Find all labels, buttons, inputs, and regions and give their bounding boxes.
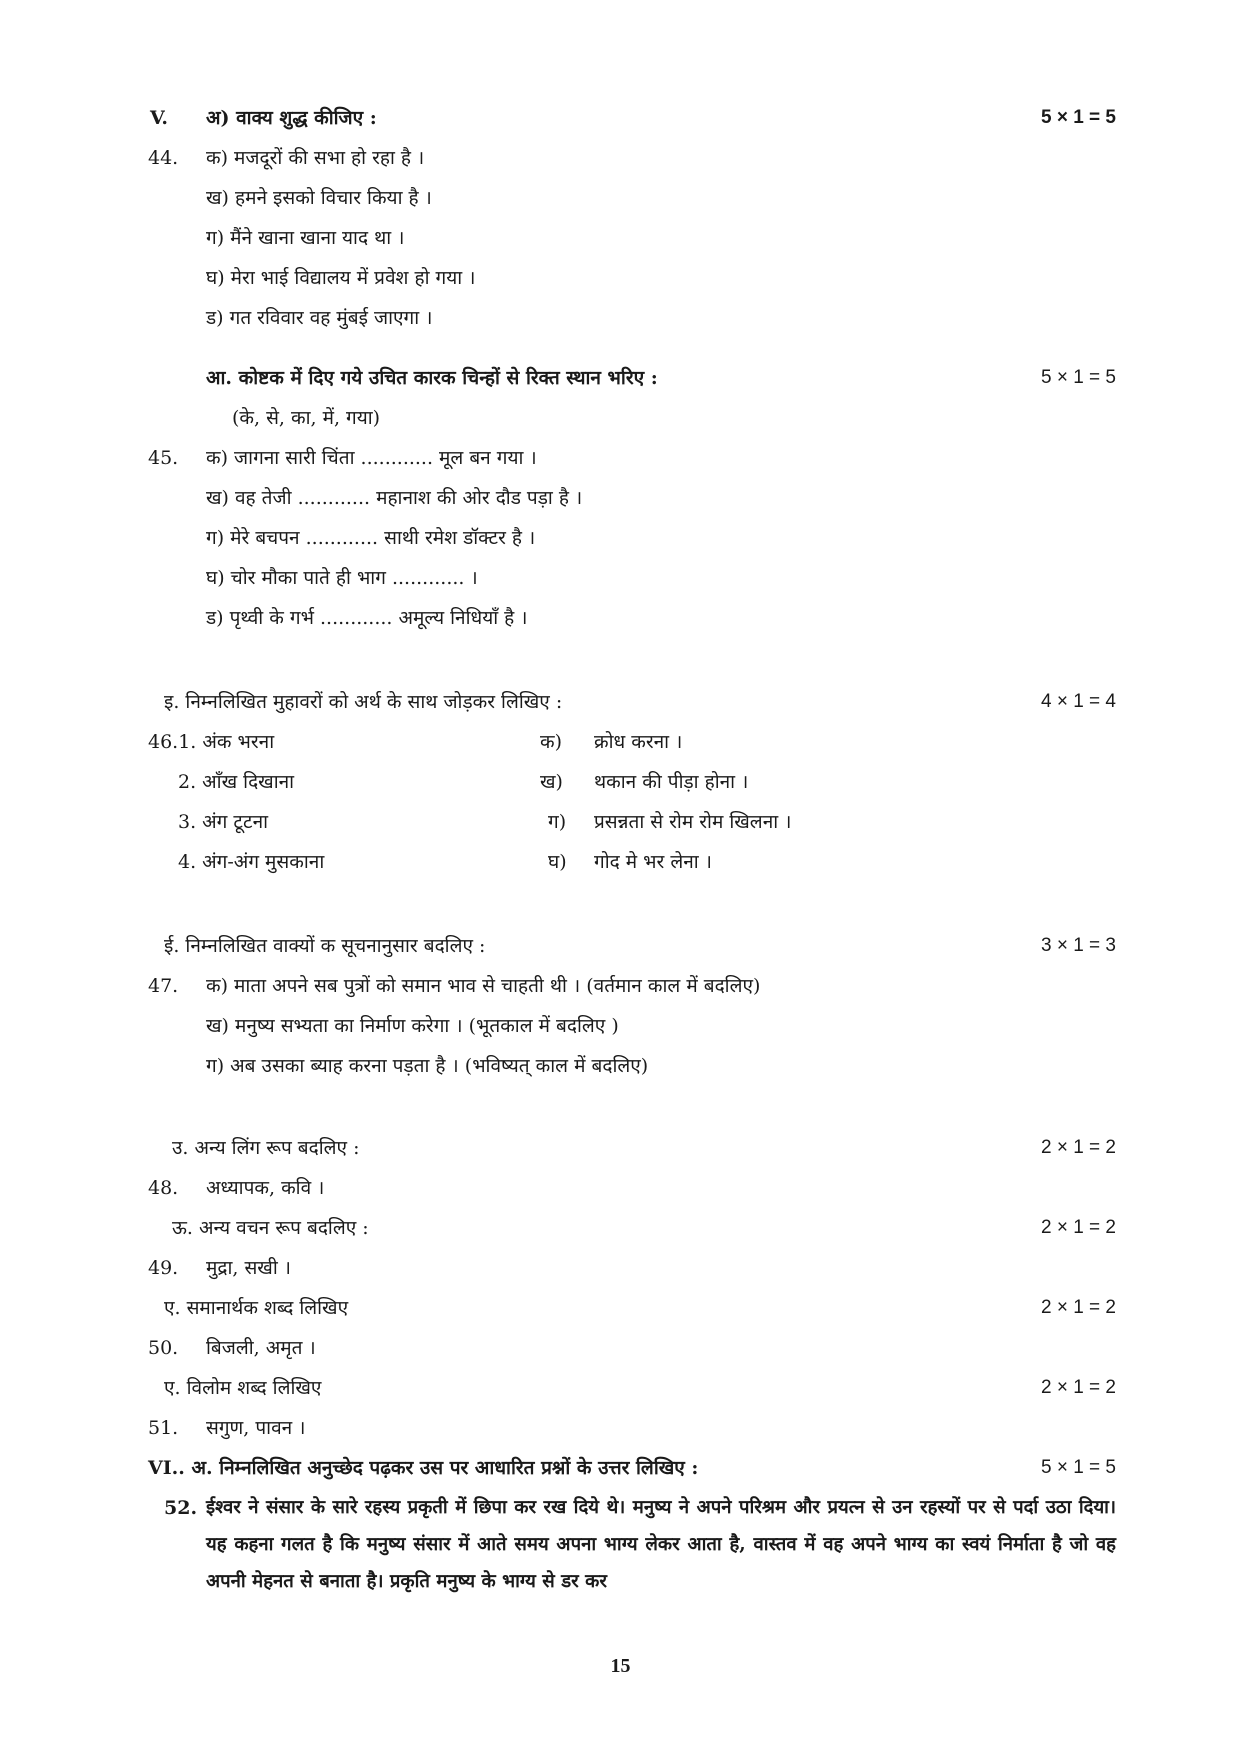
section-ii-heading: ई. निम्नलिखित वाक्यों क सूचनानुसार बदलिए : (164, 935, 486, 957)
q46-right-letter: घ) (548, 851, 567, 873)
q48-text: अध्यापक, कवि । (206, 1177, 325, 1199)
q45-item: ख) वह तेजी ............ महानाश की ओर दौड पड़ा है । (206, 487, 583, 509)
section-i-heading: इ. निम्नलिखित मुहावरों को अर्थ के साथ जोड़कर लिखिए : (164, 691, 563, 713)
section-e2-heading: ए. विलोम शब्द लिखिए (164, 1377, 322, 1399)
q48-number: 48. (148, 1177, 179, 1199)
section-ii-marks: 3 × 1 = 3 (1040, 935, 1116, 956)
section-a-heading: अ) वाक्य शुद्ध कीजिए : (206, 107, 377, 129)
section-e2-marks: 2 × 1 = 2 (1040, 1377, 1116, 1398)
q46-left-item: 3. अंग टूटना (178, 811, 269, 833)
section-aa-options: (के, से, का, में, गया) (232, 407, 381, 429)
section-i-marks: 4 × 1 = 4 (1040, 691, 1116, 712)
section-roman: V. (150, 107, 169, 129)
q49-number: 49. (148, 1257, 179, 1279)
q45-item: ग) मेरे बचपन ............ साथी रमेश डॉक्टर है । (206, 527, 536, 549)
q47-number: 47. (148, 975, 179, 997)
q45-item: क) जागना सारी चिंता ............ मूल बन गया । (206, 447, 537, 469)
q52-number: 52. (164, 1497, 198, 1519)
section-uu-heading: ऊ. अन्य वचन रूप बदलिए : (172, 1217, 369, 1239)
q47-item: ख) मनुष्य सभ्यता का निर्माण करेगा । (भूतकाल में बदलिए ) (206, 1015, 619, 1037)
q46-left-item: 46.1. अंक भरना (148, 731, 275, 753)
q45-item: ड) पृथ्वी के गर्भ ............ अमूल्य निधियाँ है । (206, 607, 528, 629)
section-uu-marks: 2 × 1 = 2 (1040, 1217, 1116, 1238)
page-number: 15 (610, 1655, 631, 1677)
section-aa-marks: 5 × 1 = 5 (1040, 367, 1116, 388)
q44-number: 44. (148, 147, 179, 169)
section-u-marks: 2 × 1 = 2 (1040, 1137, 1116, 1158)
q46-left-item: 4. अंग-अंग मुसकाना (178, 851, 325, 873)
q51-number: 51. (148, 1417, 179, 1439)
q44-item: क) मजदूरों की सभा हो रहा है । (206, 147, 425, 169)
q44-item: घ) मेरा भाई विद्यालय में प्रवेश हो गया । (206, 267, 476, 289)
section-aa-heading: आ. कोष्टक में दिए गये उचित कारक चिन्हों से रिक्त स्थान भरिए : (206, 367, 658, 389)
section-u-heading: उ. अन्य लिंग रूप बदलिए : (172, 1137, 360, 1159)
q46-right-text: गोद मे भर लेना । (594, 851, 712, 873)
q46-right-letter: ग) (548, 811, 567, 833)
section-vi-marks: 5 × 1 = 5 (1040, 1457, 1116, 1478)
q47-item: क) माता अपने सब पुत्रों को समान भाव से चाहती थी । (वर्तमान काल में बदलिए) (206, 975, 761, 997)
q50-number: 50. (148, 1337, 179, 1359)
section-vi-heading: VI.. अ. निम्नलिखित अनुच्छेद पढ़कर उस पर आधारित प्रश्नों के उत्तर लिखिए : (148, 1457, 699, 1479)
section-a-marks: 5 × 1 = 5 (1040, 107, 1116, 128)
q46-right-text: क्रोध करना । (594, 731, 683, 753)
q50-text: बिजली, अमृत । (206, 1337, 316, 1359)
q52-passage: ईश्वर ने संसार के सारे रहस्य प्रकृती में छिपा कर रख दिये थे। मनुष्य ने अपने परिश्रम और प्रयत्न से उन रहस्यों पर से पर्दा उठा दिया। यह कहना गलत है कि मनुष्य संसार में आते समय अपना भाग्य लेकर आता है, वास्तव में वह अपने भाग्य का स्वयं निर्माता है जो वह अपनी मेहनत से बनाता है। प्रकृति मनुष्य के भाग्य से डर कर (206, 1497, 1116, 1592)
q51-text: सगुण, पावन । (206, 1417, 306, 1439)
q46-right-text: थकान की पीड़ा होना । (594, 771, 749, 793)
q44-item: ख) हमने इसको विचार किया है । (206, 187, 432, 209)
q44-item: ड) गत रविवार वह मुंबई जाएगा । (206, 307, 433, 329)
q46-right-letter: क) (540, 731, 563, 753)
q49-text: मुद्रा, सखी । (206, 1257, 291, 1279)
q46-right-letter: ख) (540, 771, 563, 793)
section-e1-heading: ए. समानार्थक शब्द लिखिए (164, 1297, 349, 1319)
q47-item: ग) अब उसका ब्याह करना पड़ता है । (भविष्यत् काल में बदलिए) (206, 1055, 649, 1077)
q44-item: ग) मैंने खाना खाना याद था । (206, 227, 405, 249)
q45-item: घ) चोर मौका पाते ही भाग ............ । (206, 567, 478, 589)
q46-left-item: 2. आँख दिखाना (178, 771, 295, 793)
section-e1-marks: 2 × 1 = 2 (1040, 1297, 1116, 1318)
q46-right-text: प्रसन्नता से रोम रोम खिलना । (594, 811, 792, 833)
q45-number: 45. (148, 447, 179, 469)
